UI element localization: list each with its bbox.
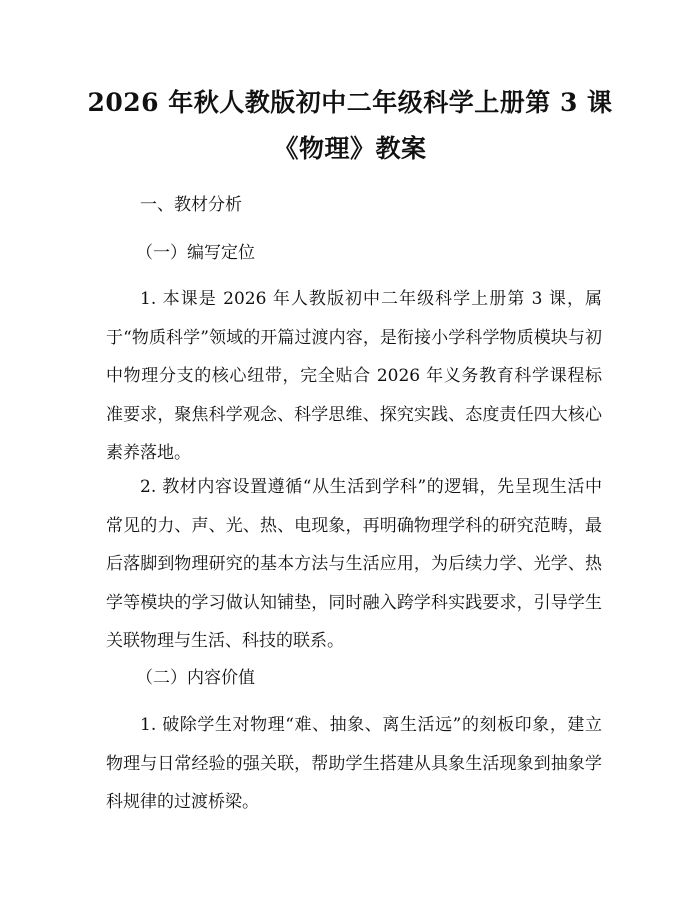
document-title-line-1: 2026 年秋人教版初中二年级科学上册第 3 课	[87, 88, 613, 117]
paragraph-positioning-1: 1. 本课是 2026 年人教版初中二年级科学上册第 3 课，属于“物质科学”领域的开篇过渡内容，是衔接小学科学物质模块与初中物理分支的核心纽带，完全贴合 2026 年义务教育科学课程标准要求，聚焦科学观念、科学思维、探究实践、态度责任四大核心素养落地。	[106, 289, 602, 463]
section-heading: 一、教材分析	[140, 195, 242, 215]
paragraph-value-1: 1. 破除学生对物理“难、抽象、离生活远”的刻板印象，建立物理与日常经验的强关联，帮助学生搭建从具象生活现象到抽象学科规律的过渡桥梁。	[106, 715, 602, 812]
paragraph-positioning-2: 2. 教材内容设置遵循“从生活到学科”的逻辑，先呈现生活中常见的力、声、光、热、电现象，再明确物理学科的研究范畴，最后落脚到物理研究的基本方法与生活应用，为后续力学、光学、热学等模块的学习做认知铺垫，同时融入跨学科实践要求，引导学生关联物理与生活、科技的联系。	[106, 477, 602, 651]
subsection-heading-value: （二）内容价值	[136, 668, 255, 688]
document-title-line-2: 《物理》教案	[273, 134, 427, 163]
subsection-heading-positioning: （一）编写定位	[136, 243, 255, 263]
